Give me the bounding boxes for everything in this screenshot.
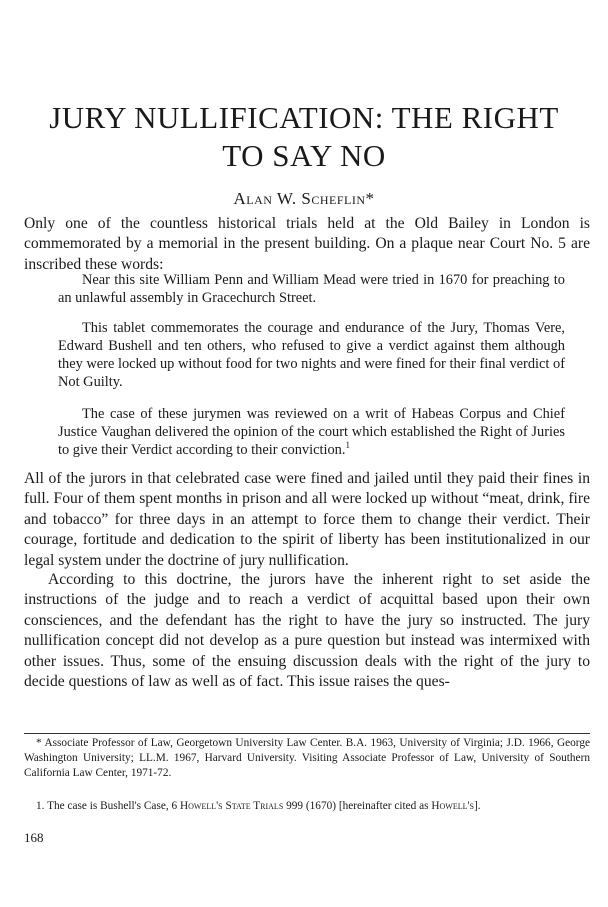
body-paragraph-2: All of the jurors in that celebrated case were fined and jailed until they paid their fines in full. Four of them spent months in prison and all were locked up without “meat, drink, fire and tobacco” for three days in an attempt to force them to change their verdict. Their courage, fortitude and dedication to the spirit of liberty has been institutionalized in our legal system under the doctrine of jury nullification. [24, 470, 590, 569]
intro-paragraph: Only one of the countless historical trials held at the Old Bailey in London is commemorated by a memorial in the present building. On a plaque near Court No. 5 are inscribed these words: [24, 215, 590, 273]
block-quote-paragraph-1: Near this site William Penn and William Mead were tried in 1670 for preaching to an unlawful assembly in Gracechurch Street. [58, 272, 565, 306]
footnote-1 [24, 799, 590, 814]
footnote-ref-1[interactable]: 1 [345, 440, 350, 451]
footnote-1-text-c: 999 (1670) [hereinafter cited as [286, 800, 429, 812]
body-paragraph-3: According to this doctrine, the jurors have the inherent right to set aside the instructions of the judge and to reach a verdict of acquittal based upon their own consciences, and the defendant has the right to have the jury so instructed. The jury nullification concept did not develop as a pure question but instead was intermixed with other issues. Thus, some of the ensuing discussion deals with the right of the jury to decide questions of law as well as of fact. This issue raises the ques- [24, 571, 590, 691]
footnote-1-text-e: ]. [473, 800, 481, 812]
article-title-line-2: TO SAY NO [222, 138, 386, 173]
footnote-star-mark: * [36, 737, 42, 749]
footnote-author [24, 736, 590, 782]
block-quote-paragraph-2: This tablet commemorates the courage and endurance of the Jury, Thomas Vere, Edward Bushell and ten others, who refused to give a verdict against them although they were locked up without food for two nights and were fined for their final verdict of Not Guilty. [58, 320, 565, 390]
footnote-divider [24, 733, 590, 734]
article-title-line-1: JURY NULLIFICATION: THE RIGHT [49, 100, 559, 135]
footnote-1-mark: 1. [36, 800, 45, 812]
author-name: Alan W. Scheflin* [233, 189, 375, 208]
footnote-1-short-cite: Howell's [431, 800, 474, 812]
block-quote-text: The case of these jurymen was reviewed on a writ of Habeas Corpus and Chief Justice Vaughan delivered the opinion of the court which established the Right of Juries to give their Verdict according to their conviction. [58, 406, 565, 458]
footnote-author-text: Associate Professor of Law, Georgetown University Law Center. B.A. 1963, University of Virginia; J.D. 1966, George Washington University; LL.M. 1967, Harvard University. Visiting Associate Professor of Law, University of Southern California Law Center, 1971-72. [24, 737, 590, 780]
footnote-1-source: Howell's State Trials [179, 800, 284, 812]
footnote-1-text-a: The case is Bushell's Case, 6 [47, 800, 178, 812]
block-quote-paragraph-3 [58, 405, 565, 459]
page-number: 168 [24, 830, 44, 845]
